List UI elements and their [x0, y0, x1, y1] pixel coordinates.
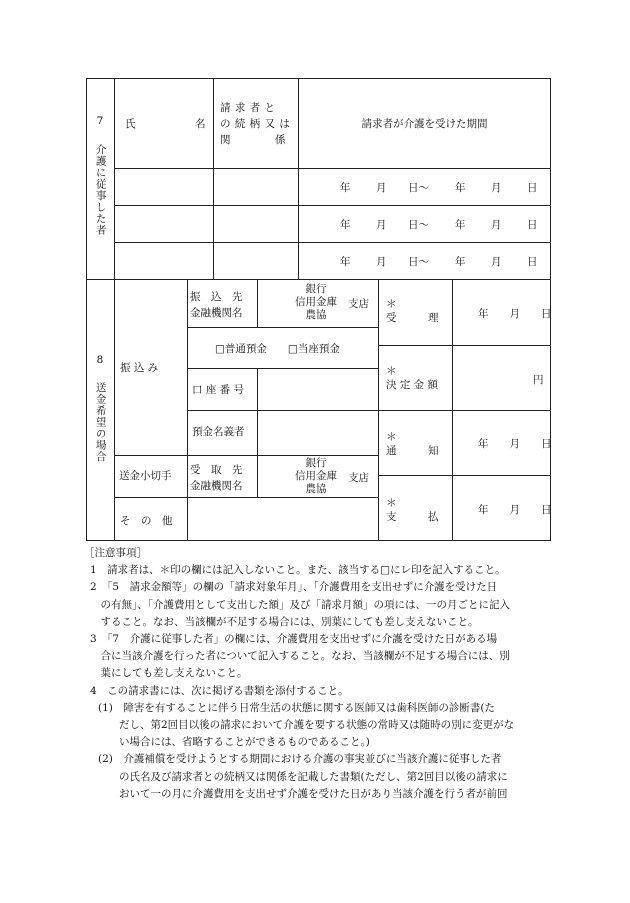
col-period-header: 請求者が介護を受けた期間 [361, 118, 488, 131]
shiharai-box-label [386, 496, 439, 524]
kettei-label: 決 定 金 額 [386, 379, 439, 391]
note-line: い場合には、省略することができるものであること。) [98, 736, 370, 749]
date-field: 年 [340, 219, 351, 231]
juri-box-label [386, 297, 439, 325]
date-field: 年 [340, 256, 351, 268]
notes-section [84, 545, 558, 803]
yen-label: 円 [533, 374, 544, 386]
period-row-3 [340, 254, 540, 268]
col-relationship-header [220, 100, 290, 148]
date-field: 日〜 [408, 256, 429, 268]
date-field: 日〜 [408, 182, 429, 194]
date-field: 月 [376, 219, 387, 231]
star-mark: ＊ [386, 497, 397, 509]
tsuchi-date: 年 月 日 [478, 438, 552, 450]
date-field: 日〜 [408, 219, 429, 231]
period-row-1 [340, 180, 540, 194]
kettei-box-label [386, 364, 438, 392]
date-field: 月 [376, 182, 387, 194]
furikomisaki-line1: 振 込 先 [190, 291, 243, 303]
branch-label-1: 支店 [348, 298, 369, 310]
col-rel-line2: の 続 柄 又 は [220, 118, 291, 130]
note-line: 葉にしても差し支えないこと。 [90, 667, 248, 680]
note-line: 4 この請求書には、次に掲げる書類を添付すること。 [90, 684, 349, 697]
date-field: 日 [527, 256, 538, 268]
star-mark: ＊ [386, 431, 397, 443]
note-line: 1 請求者は、＊印の欄には記入しないこと。また、該当する□にレ印を記入すること。 [90, 564, 506, 577]
date-field: 年 [340, 182, 351, 194]
account-number-label: 口 座 番 号 [192, 384, 245, 396]
note-line: の氏名及び請求者との続柄又は関係を記載した書類(ただし、第2回目以後の請求に [98, 770, 508, 783]
col-rel-line3: 関 係 [220, 134, 286, 146]
bank-type: 信用金庫 [295, 470, 337, 482]
date-field: 月 [376, 256, 387, 268]
section7-title: 介護に従事した者 [94, 144, 107, 236]
juri-date: 年 月 日 [478, 308, 552, 320]
col-name-left: 氏 [125, 118, 136, 130]
note-line: (2) 介護補償を受けようとする期間における介護の事実並びに当該介護に従事した者 [98, 753, 502, 766]
shiharai-label: 支 払 [386, 511, 439, 523]
date-field: 日 [527, 182, 538, 194]
juri-label: 受 理 [386, 312, 439, 324]
note-line: の有無」、「介護費用として支出した額」及び「請求月額」の項には、一の月ごとに記入 [90, 598, 510, 611]
date-field: 月 [491, 219, 502, 231]
date-field: 年 [455, 182, 466, 194]
date-field: 月 [491, 256, 502, 268]
period-row-2 [340, 217, 540, 231]
note-line: だし、第2回目以後の請求において介護を要する状態の常時又は随時の別に変更がな [98, 719, 515, 732]
tsuchi-box-label [386, 430, 439, 458]
bank-type: 信用金庫 [295, 296, 337, 308]
date-field: 年 [455, 256, 466, 268]
uketori-line2: 金融機関名 [190, 480, 243, 492]
star-mark: ＊ [386, 298, 397, 310]
branch-label-2: 支店 [348, 472, 369, 484]
note-line: 3 「7 介護に従事した者」の欄には、介護費用を支出せずに介護を受けた日がある場 [90, 633, 498, 646]
bank-types-2 [290, 457, 342, 496]
furikomi-label: 振 込 み [120, 362, 159, 374]
uketori-line1: 受 取 先 [190, 464, 243, 476]
notes-heading: ［注意事項］ [84, 547, 147, 559]
note-line: おいて一の月に介護費用を支出せず介護を受けた日があり当該介護を行う者が前回 [98, 787, 508, 800]
bank-type: 農協 [305, 483, 327, 495]
col-name-right: 名 [195, 118, 206, 130]
section8-number: 8 [96, 354, 104, 367]
kogitte-label: 送金小切手 [119, 470, 172, 482]
furikomisaki-label [190, 289, 243, 321]
tsuchi-label: 通 知 [386, 445, 439, 457]
bank-type: 銀行 [305, 283, 327, 295]
note-line: 2 「5 請求金額等」の欄の「請求対象年月」、「介護費用を支出せずに介護を受けた日 [90, 581, 498, 594]
furikomisaki-line2: 金融機関名 [190, 307, 243, 319]
account-holder-label: 預金名義者 [192, 426, 245, 438]
date-field: 月 [491, 182, 502, 194]
section8-title: 送金希望の場合 [94, 381, 107, 463]
uketori-label [190, 462, 243, 494]
deposit-type-checkboxes[interactable]: □普通預金 □当座預金 [215, 343, 340, 355]
date-field: 年 [455, 219, 466, 231]
col-rel-line1: 請 求 者 と [220, 102, 276, 114]
shiharai-date: 年 月 日 [478, 504, 552, 516]
date-field: 日 [527, 219, 538, 231]
bank-types-1 [290, 283, 342, 322]
other-label: そ の 他 [120, 515, 173, 527]
note-line: (1) 障害を有することに伴う日常生活の状態に関する医師又は歯科医師の診断書(た [98, 701, 495, 714]
star-mark: ＊ [386, 365, 397, 377]
note-line: 合に当該介護を行った者について記入すること。なお、当該欄が不足する場合には、別 [90, 650, 510, 663]
note-line: すること。なお、当該欄が不足する場合には、別葉にしても差し支えないこと。 [90, 615, 479, 628]
bank-type: 農協 [305, 309, 327, 321]
bank-type: 銀行 [305, 457, 327, 469]
section7-number: 7 [96, 115, 104, 128]
